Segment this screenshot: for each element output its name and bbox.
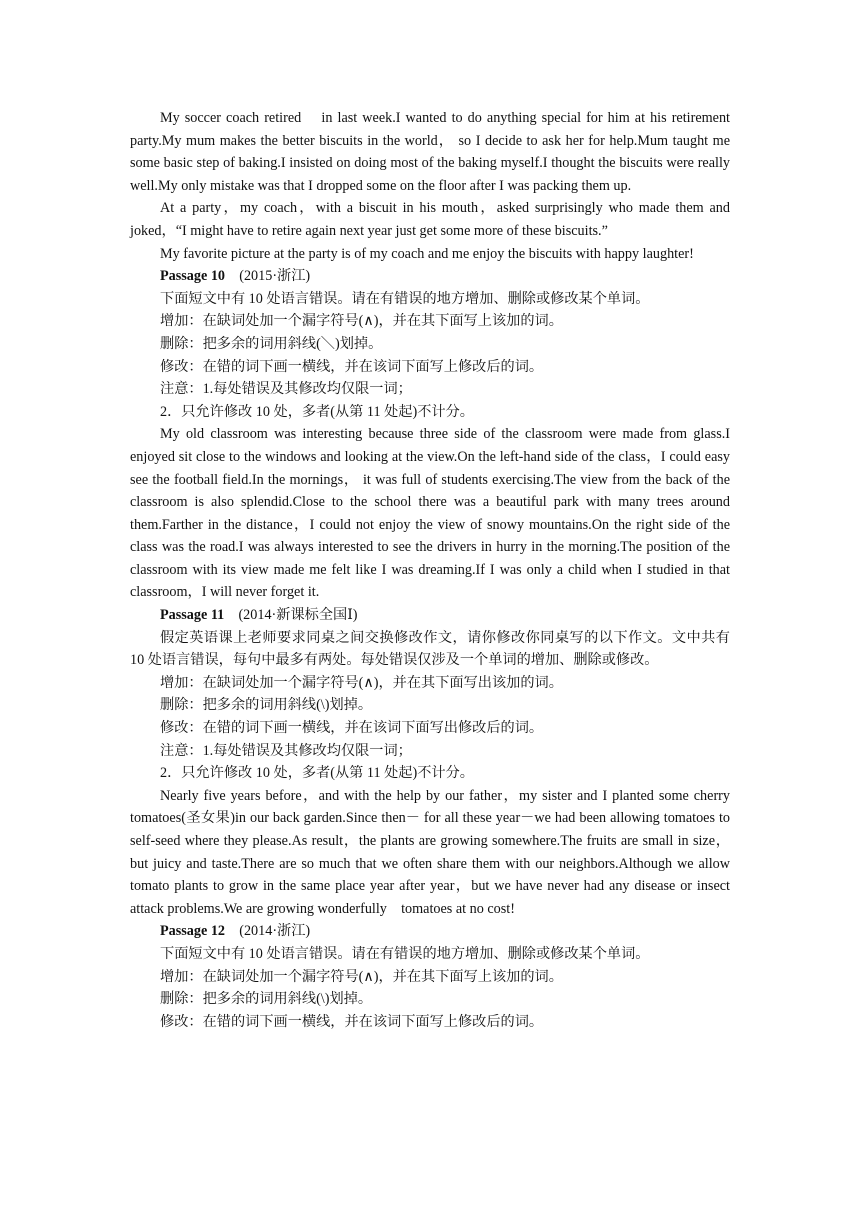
document-page	[130, 107, 730, 1033]
passage12-instruction-4: 修改：在错的词下画一横线，并在该词下面写上修改后的词。	[160, 1013, 544, 1030]
passage10-source: (2015·浙江)	[239, 268, 311, 285]
passage12-instruction-1: 下面短文中有 10 处语言错误。请在有错误的地方增加、删除或修改某个单词。	[160, 945, 650, 962]
passage11-title: Passage 11	[160, 607, 225, 624]
passage10-instruction-1: 下面短文中有 10 处语言错误。请在有错误的地方增加、删除或修改某个单词。	[160, 290, 650, 307]
passage11-instruction-2: 增加：在缺词处加一个漏字符号(∧)，并在其下面写出该加的词。	[160, 674, 563, 691]
passage11-instruction-4: 修改：在错的词下画一横线，并在该词下面写出修改后的词。	[160, 720, 544, 737]
passage9-paragraph-1: My soccer coach retired in last week.I wanted to do anything special for him at his retirement party.My mum makes the better biscuits in the world， so I decide to ask her for help.Mum taught me some basic step of baking.I insisted on doing most of the baking myself.I thought the biscuits were really well.My only mistake was that I dropped some on the floor after I was packing them up.	[130, 110, 730, 194]
passage9-paragraph-3: My favorite picture at the party is of my coach and me enjoy the biscuits with happy laughter!	[160, 245, 694, 262]
passage10-heading	[130, 265, 730, 288]
passage10-instruction-4: 修改：在错的词下画一横线，并在该词下面写上修改后的词。	[160, 358, 544, 375]
passage11-instruction-5: 注意：1.每处错误及其修改均仅限一词；	[160, 742, 412, 759]
passage10-instruction-3: 删除：把多余的词用斜线(＼)划掉。	[160, 335, 383, 352]
passage11-instruction-1: 假定英语课上老师要求同桌之间交换修改作文，请你修改你同桌写的以下作文。文中共有 10 处语言错误，每句中最多有两处。每处错误仅涉及一个单词的增加、删除或修改。	[130, 629, 730, 669]
passage12-title: Passage 12	[160, 923, 226, 940]
passage10-title: Passage 10	[160, 268, 226, 285]
passage12-instruction-2: 增加：在缺词处加一个漏字符号(∧)，并在其下面写上该加的词。	[160, 968, 563, 985]
passage11-text: Nearly five years before，and with the help by our father，my sister and I planted some cherry tomatoes(圣女果)in our back garden.Since then－ for all these year－we had been allowing tomatoes to self-seed where they please.As result，the plants are growing somewhere.The fruits are small in size， but juicy and taste.There are so much that we often share them with our neighbors.Although we allow tomato plants to grow in the same place year after year，but we have never had any disease or insect attack problems.We are growing wonderfully tomatoes at no cost!	[130, 787, 730, 917]
passage12-heading	[130, 920, 730, 943]
passage10-text: My old classroom was interesting because three side of the classroom were made from glass.I enjoyed sit close to the windows and looking at the view.On the left-hand side of the class，I could easy see the football field.In the mornings， it was full of students exercising.The view from the back of the classroom is also splendid.Close to the school there was a beautiful park with many trees around them.Farther in the distance，I could not enjoy the view of snowy mountains.On the right side of the class was the road.I was always interested to see the drivers in hurry in the morning.The position of the classroom with its view made me felt like I was dreaming.If I was only a child when I studied in that classroom，I will never forget it.	[130, 426, 730, 601]
passage11-heading	[130, 604, 730, 627]
passage12-instruction-3: 删除：把多余的词用斜线(\)划掉。	[160, 991, 373, 1008]
passage10-instruction-2: 增加：在缺词处加一个漏字符号(∧)，并在其下面写上该加的词。	[160, 313, 563, 330]
passage10-instruction-6: 2．只允许修改 10 处，多者(从第 11 处起)不计分。	[160, 403, 474, 420]
passage11-instruction-6: 2．只允许修改 10 处，多者(从第 11 处起)不计分。	[160, 765, 474, 782]
passage12-source: (2014·浙江)	[239, 923, 311, 940]
passage10-instruction-5: 注意：1.每处错误及其修改均仅限一词；	[160, 381, 412, 398]
passage9-paragraph-2: At a party，my coach，with a biscuit in his mouth，asked surprisingly who made them and joked，“I might have to retire again next year just get some more of these biscuits.”	[130, 200, 730, 239]
passage11-instruction-3: 删除：把多余的词用斜线(\)划掉。	[160, 697, 373, 714]
passage11-source: (2014·新课标全国Ⅰ)	[238, 607, 358, 624]
